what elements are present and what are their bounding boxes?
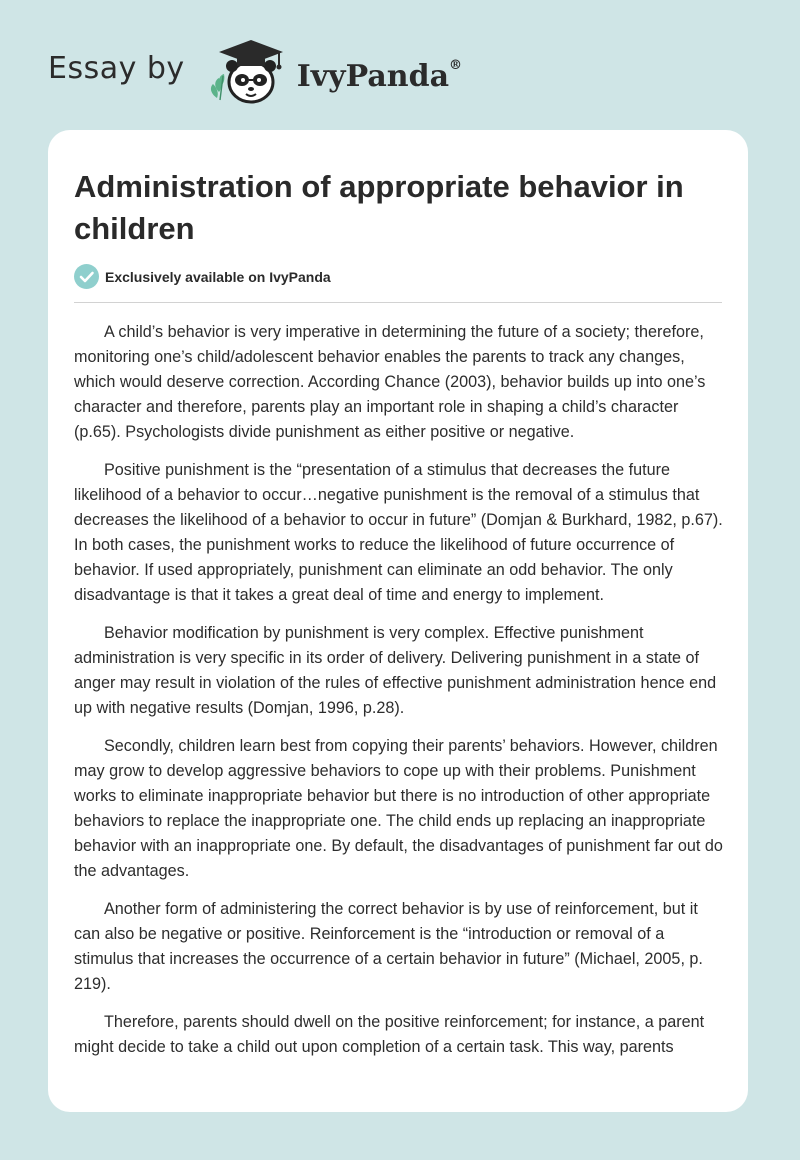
divider: [74, 302, 722, 303]
page-title: Administration of appropriate behavior in children: [74, 169, 684, 246]
check-circle-icon: [74, 264, 99, 289]
essay-card: [48, 130, 748, 1112]
exclusive-badge: [74, 264, 331, 289]
paragraph: Positive punishment is the “presentation of a stimulus that decreases the future likelihood of a behavior to occur…negative punishment is the removal of a stimulus that decreases the likelihood of a behavior to occur in future” (Domjan & Burkhard, 1982, p.67). In both cases, the punishment works to reduce the likelihood of future occurrence of behavior. If used appropriately, punishment can eliminate an odd behavior. The only disadvantage is that it takes a great deal of time and energy to implement.: [74, 461, 723, 604]
paragraph: Another form of administering the correct behavior is by use of reinforcement, but it can also be negative or positive. Reinforcement is the “introduction or removal of a stimulus that increases the occurrence of a certain behavior in future” (Michael, 2005, p. 219).: [74, 900, 703, 993]
article-body: [74, 320, 724, 1073]
panda-graduate-icon: [199, 36, 295, 108]
site-header: [48, 36, 462, 108]
exclusive-badge-label: Exclusively available on IvyPanda: [105, 268, 331, 285]
ivypanda-logo[interactable]: [199, 36, 462, 108]
paragraph: A child’s behavior is very imperative in determining the future of a society; therefore, monitoring one’s child/adolescent behavior enables the parents to track any changes, which would deserve correction. According Chance (2003), behavior builds up into one’s character and therefore, parents play an important role in shaping a child’s character (p.65). Psychologists divide punishment as either positive or negative.: [74, 323, 706, 441]
essay-by-label: Essay by: [48, 50, 185, 86]
paragraph: Behavior modification by punishment is very complex. Effective punishment administration is very specific in its order of delivery. Delivering punishment in a state of anger may result in violation of the rules of effective punishment administration hence end up with negative results (Domjan, 1996, p.28).: [74, 624, 717, 717]
brand-name: IvyPanda®: [296, 57, 463, 94]
paragraph: Therefore, parents should dwell on the positive reinforcement; for instance, a parent might decide to take a child out upon completion of a certain task. This way, parents: [74, 1013, 705, 1056]
paragraph: Secondly, children learn best from copying their parents’ behaviors. However, children may grow to develop aggressive behaviors to cope up with their problems. Punishment works to eliminate inappropriate behavior but there is no introduction of other appropriate behaviors to replace the inappropriate one. The child ends up replacing an inappropriate behavior with an inappropriate one. By default, the disadvantages of punishment far out do the advantages.: [74, 737, 723, 880]
